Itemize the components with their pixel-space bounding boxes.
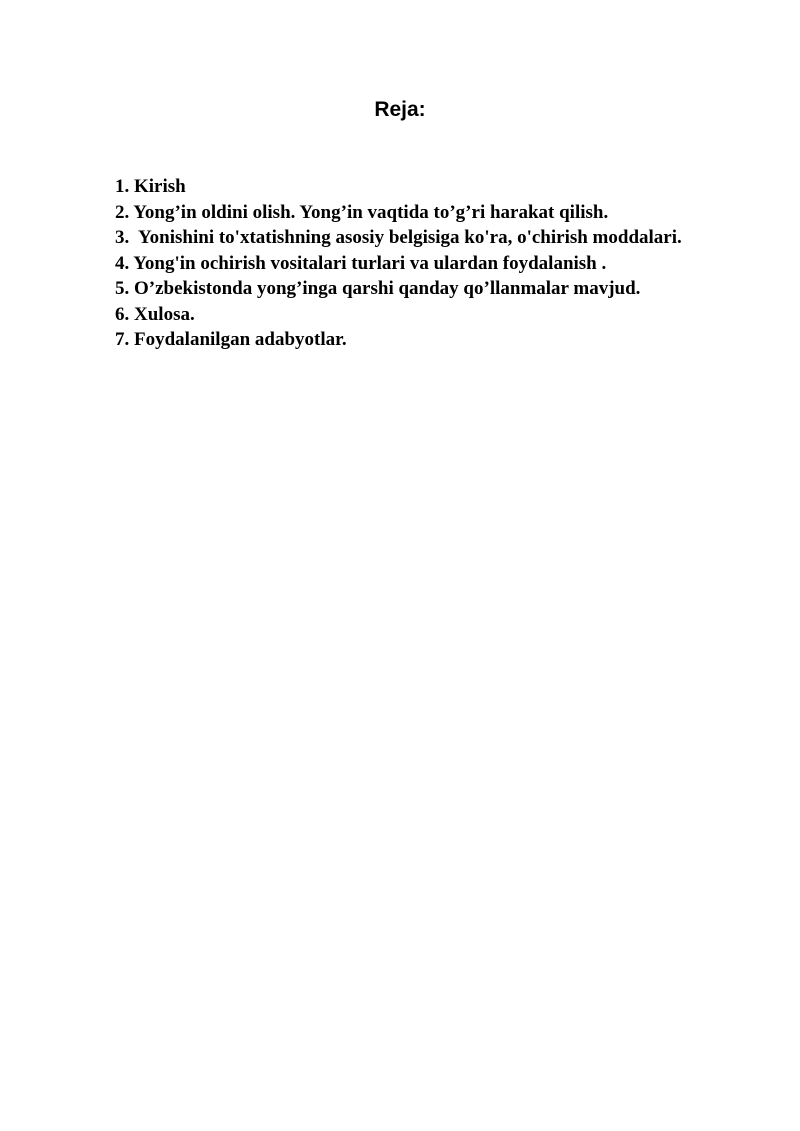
plan-item: 6. Xulosa. [115, 303, 195, 325]
plan-item: 3. Yonishini to'xtatishning asosiy belgisiga ko'ra, o'chirish moddalari. [115, 227, 682, 248]
plan-item: 1. Kirish [115, 176, 186, 197]
page-title: Reja: [374, 98, 426, 121]
plan-item: 5. O’zbekistonda yong’inga qarshi qanday qo’llanmalar mavjud. [115, 278, 641, 299]
plan-item: 7. Foydalanilgan adabyotlar. [115, 329, 347, 350]
plan-list [115, 174, 715, 353]
plan-item: 2. Yong’in oldini olish. Yong’in vaqtida to’g’ri harakat qilish. [115, 201, 609, 223]
plan-item: 4. Yong'in ochirish vositalari turlari va ulardan foydalanish . [115, 252, 607, 274]
